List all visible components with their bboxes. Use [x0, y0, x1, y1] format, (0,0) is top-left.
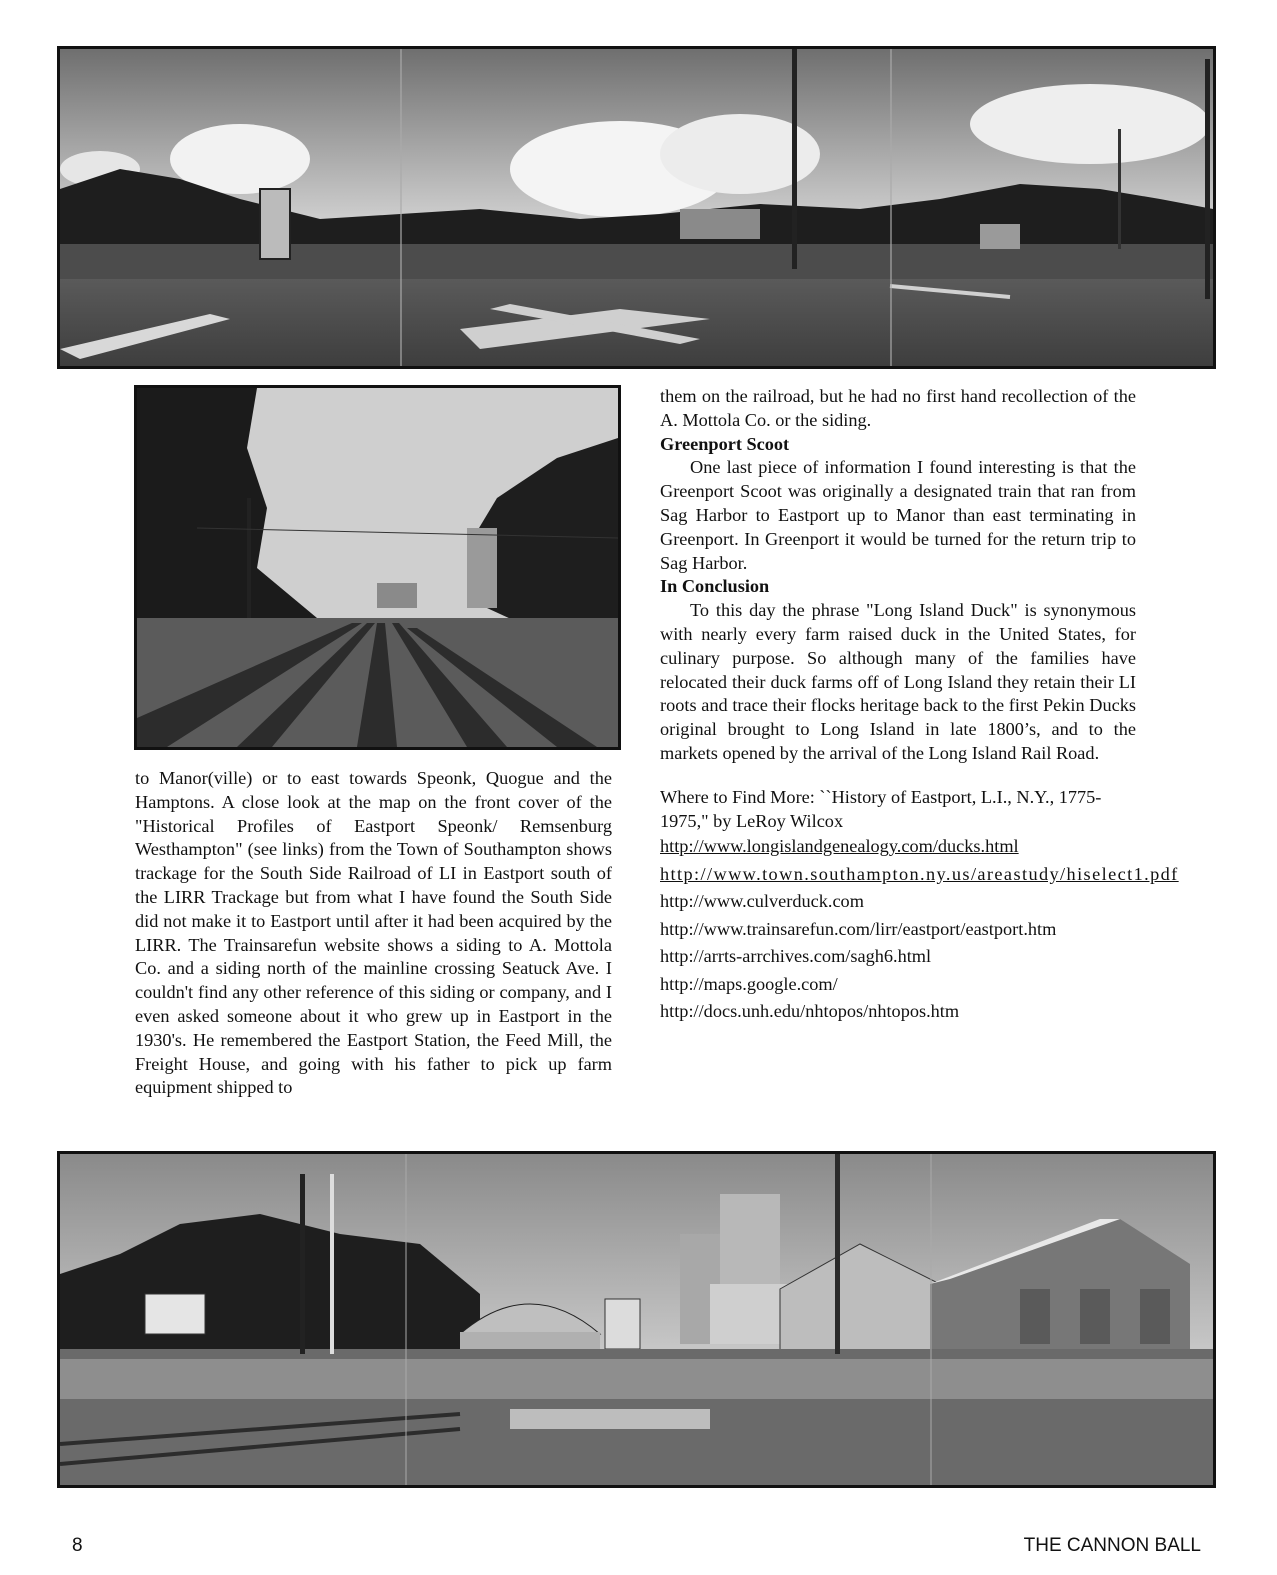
conclusion-heading: In Conclusion	[660, 576, 770, 597]
greenport-heading: Greenport Scoot	[660, 433, 790, 454]
publication-name: THE CANNON BALL	[1023, 1535, 1201, 1556]
right-column	[660, 385, 1179, 1026]
link-google-maps[interactable]: http://maps.google.com/	[660, 973, 838, 994]
resources-section	[660, 786, 1179, 1026]
link-arrts-archives[interactable]: http://arrts-arrchives.com/sagh6.html	[660, 946, 932, 967]
continued-paragraph: them on the railroad, but he had no first hand recollection of the A. Mottola Co. or the siding.	[660, 386, 1136, 430]
greenport-paragraph: One last piece of information I found interesting is that the Greenport Scoot was originally a designated train that ran from Sag Harbor to Eastport up to Manor than east terminating in Greenport. In Greenport it would be turned for the return trip to Sag Harbor.	[660, 457, 1136, 573]
link-longisland-genealogy[interactable]: http://www.longislandgenealogy.com/ducks.html	[660, 836, 1019, 857]
find-more-text: Where to Find More: ``History of Eastport, L.I., N.Y., 1775-1975," by LeRoy Wilcox	[660, 786, 1102, 831]
crossing-panorama-image	[60, 49, 1213, 366]
feed-mill-panorama-image	[60, 1154, 1213, 1485]
railroad-tracks-photo	[134, 385, 621, 750]
tracks-image	[137, 388, 618, 747]
link-trainsarefun[interactable]: http://www.trainsarefun.com/lirr/eastport/eastport.htm	[660, 918, 1057, 939]
left-column-text: to Manor(ville) or to east towards Speonk, Quogue and the Hamptons. A close look at the map on the front cover of the "Historical Profiles of Eastport Speonk/ Remsenburg Westhampton" (see links) from the Town of Southampton shows trackage for the South Side Railroad of LI in Eastport south of the LIRR Trackage but from what I have found the South Side did not make it to Eastport until after it had been acquired by the LIRR. The Trainsarefun website shows a siding to A. Mottola Co. and a siding north of the mainline crossing Seatuck Ave. I couldn't find any other reference of this siding or company, and I even asked someone about it who grew up in Eastport in the 1930's. He remembered the Eastport Station, the Feed Mill, the Freight House, and going with his father to pick up farm equipment shipped to	[135, 768, 612, 1098]
link-southampton-study[interactable]: http://www.town.southampton.ny.us/areastudy/hiselect1.pdf	[660, 863, 1179, 884]
link-unh-topos[interactable]: http://docs.unh.edu/nhtopos/nhtopos.htm	[660, 1001, 960, 1022]
top-panorama-photo	[57, 46, 1216, 369]
page-number: 8	[72, 1535, 83, 1556]
link-culverduck[interactable]: http://www.culverduck.com	[660, 891, 864, 912]
left-column	[135, 767, 612, 1100]
conclusion-paragraph: To this day the phrase "Long Island Duck" is synonymous with nearly every farm raised duck in the United States, for culinary purpose. So although many of the families have relocated their duck farms off of Long Island they retain their LI roots and trace their flocks heritage back to the first Pekin Ducks original brought to Long Island in late 1800’s, and to the markets opened by the arrival of the Long Island Rail Road.	[660, 600, 1136, 763]
bottom-panorama-photo	[57, 1151, 1216, 1488]
